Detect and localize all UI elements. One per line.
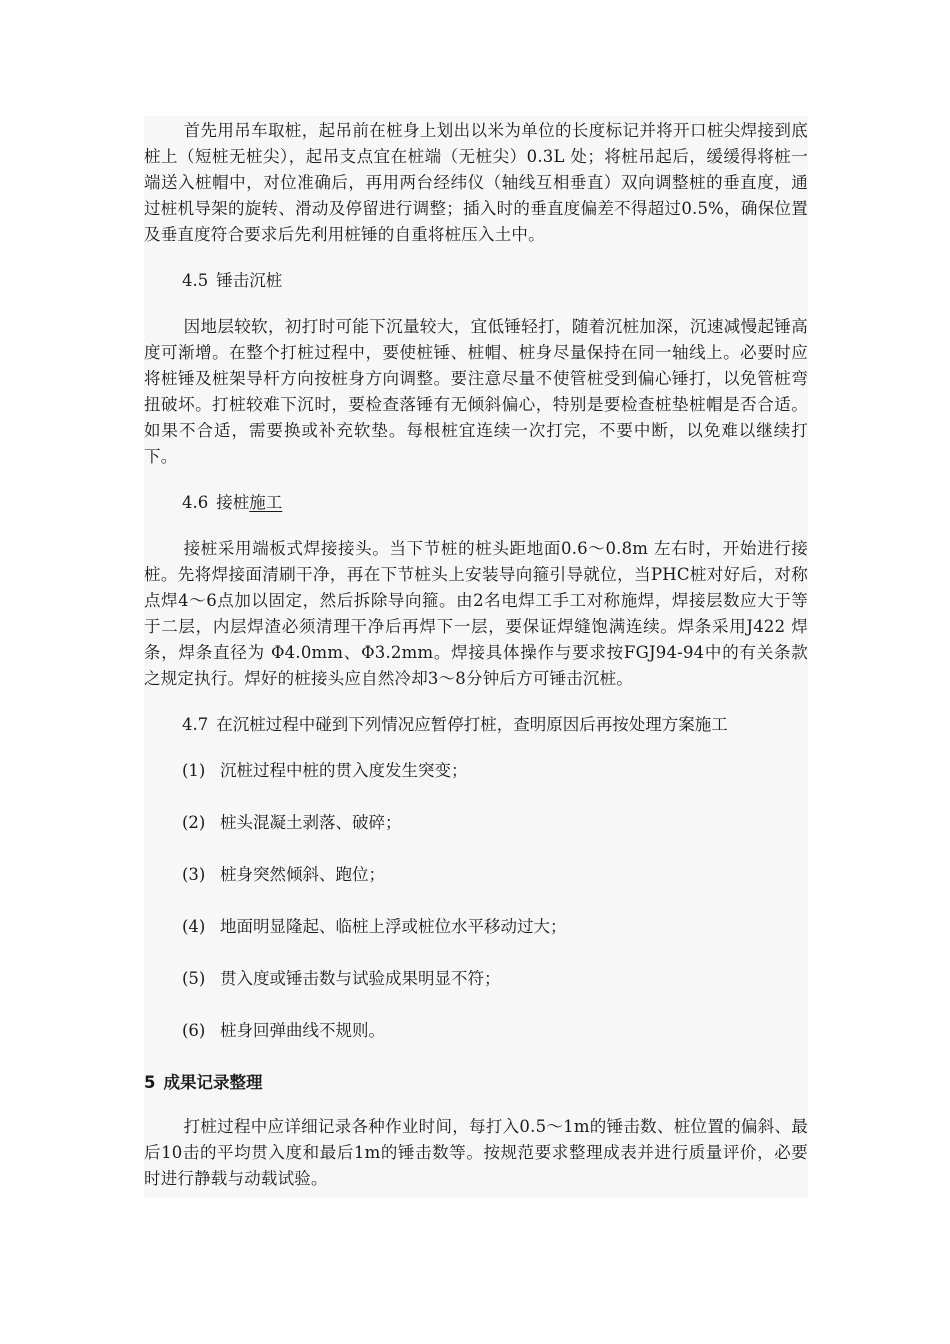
list-item bbox=[144, 966, 808, 992]
section-number: 5 bbox=[144, 1073, 156, 1092]
intro-paragraph: 首先用吊车取桩，起吊前在桩身上划出以米为单位的长度标记并将开口桩尖焊接到底桩上（短桩无桩尖），起吊支点宜在桩端（无桩尖）0.3L 处；将桩吊起后，缓缓得将桩一端送入桩帽中，对位准确后，再用两台经纬仪（轴线互相垂直）双向调整桩的垂直度，通过桩机导架的旋转、滑动及停留进行调整；插入时的垂直度偏差不得超过0.5%，确保位置及垂直度符合要求后先利用桩锤的自重将桩压入土中。 bbox=[144, 121, 808, 244]
section-4-7-heading bbox=[144, 712, 808, 738]
list-item bbox=[144, 862, 808, 888]
list-text: 桩身突然倾斜、跑位； bbox=[220, 865, 385, 884]
section-title: 锤击沉桩 bbox=[216, 271, 283, 290]
list-index: (6) bbox=[182, 1021, 206, 1040]
list-item bbox=[144, 758, 808, 784]
list-item bbox=[144, 810, 808, 836]
section-title-underlined: 施工 bbox=[249, 493, 283, 512]
list-text: 贯入度或锤击数与试验成果明显不符； bbox=[220, 969, 501, 988]
list-index: (2) bbox=[182, 813, 206, 832]
document-body bbox=[144, 116, 808, 1198]
section-title: 接桩 bbox=[216, 493, 250, 512]
section-title: 在沉桩过程中碰到下列情况应暂停打桩，查明原因后再按处理方案施工 bbox=[216, 715, 728, 734]
section-title: 成果记录整理 bbox=[163, 1073, 263, 1092]
section-5-paragraph: 打桩过程中应详细记录各种作业时间，每打入0.5～1m的锤击数、桩位置的偏斜、最后10击的平均贯入度和最后1m的锤击数等。按规范要求整理成表并进行质量评价，必要时进行静载与动载试验。 bbox=[144, 1117, 808, 1188]
list-item bbox=[144, 1018, 808, 1044]
list-text: 桩身回弹曲线不规则。 bbox=[220, 1021, 385, 1040]
list-text: 地面明显隆起、临桩上浮或桩位水平移动过大； bbox=[220, 917, 567, 936]
section-4-6-paragraph: 接桩采用端板式焊接接头。当下节桩的桩头距地面0.6～0.8m 左右时，开始进行接桩。先将焊接面清刷干净，再在下节桩头上安装导向箍引导就位，当PHC桩对好后，对称点焊4～6点加以固定，然后拆除导向箍。由2名电焊工手工对称施焊，焊接层数应大于等于二层，内层焊渣必须清理干净后再焊下一层，要保证焊缝饱满连续。焊条采用J422 焊条，焊条直径为 Φ4.0mm、Φ3.2mm。焊接具体操作与要求按FGJ94-94中的有关条款之规定执行。焊好的桩接头应自然冷却3～8分钟后方可锤击沉桩。 bbox=[144, 539, 808, 688]
list-index: (1) bbox=[182, 761, 206, 780]
list-index: (4) bbox=[182, 917, 206, 936]
section-number: 4.6 bbox=[182, 493, 209, 512]
list-index: (5) bbox=[182, 969, 206, 988]
section-4-6-heading bbox=[144, 490, 808, 516]
section-5-heading bbox=[144, 1070, 808, 1096]
section-number: 4.5 bbox=[182, 271, 209, 290]
section-4-5-paragraph: 因地层较软，初打时可能下沉量较大，宜低锤轻打，随着沉桩加深，沉速减慢起锤高度可渐增。在整个打桩过程中，要使桩锤、桩帽、桩身尽量保持在同一轴线上。必要时应将桩锤及桩架导杆方向按桩身方向调整。要注意尽量不使管桩受到偏心锤打，以免管桩弯扭破坏。打桩较难下沉时，要检查落锤有无倾斜偏心，特别是要检查桩垫桩帽是否合适。如果不合适，需要换或补充软垫。每根桩宜连续一次打完，不要中断，以免难以继续打下。 bbox=[144, 317, 808, 466]
list-text: 桩头混凝土剥落、破碎； bbox=[220, 813, 402, 832]
list-text: 沉桩过程中桩的贯入度发生突变； bbox=[220, 761, 468, 780]
section-number: 4.7 bbox=[182, 715, 209, 734]
section-4-5-heading bbox=[144, 268, 808, 294]
list-item bbox=[144, 914, 808, 940]
list-index: (3) bbox=[182, 865, 206, 884]
